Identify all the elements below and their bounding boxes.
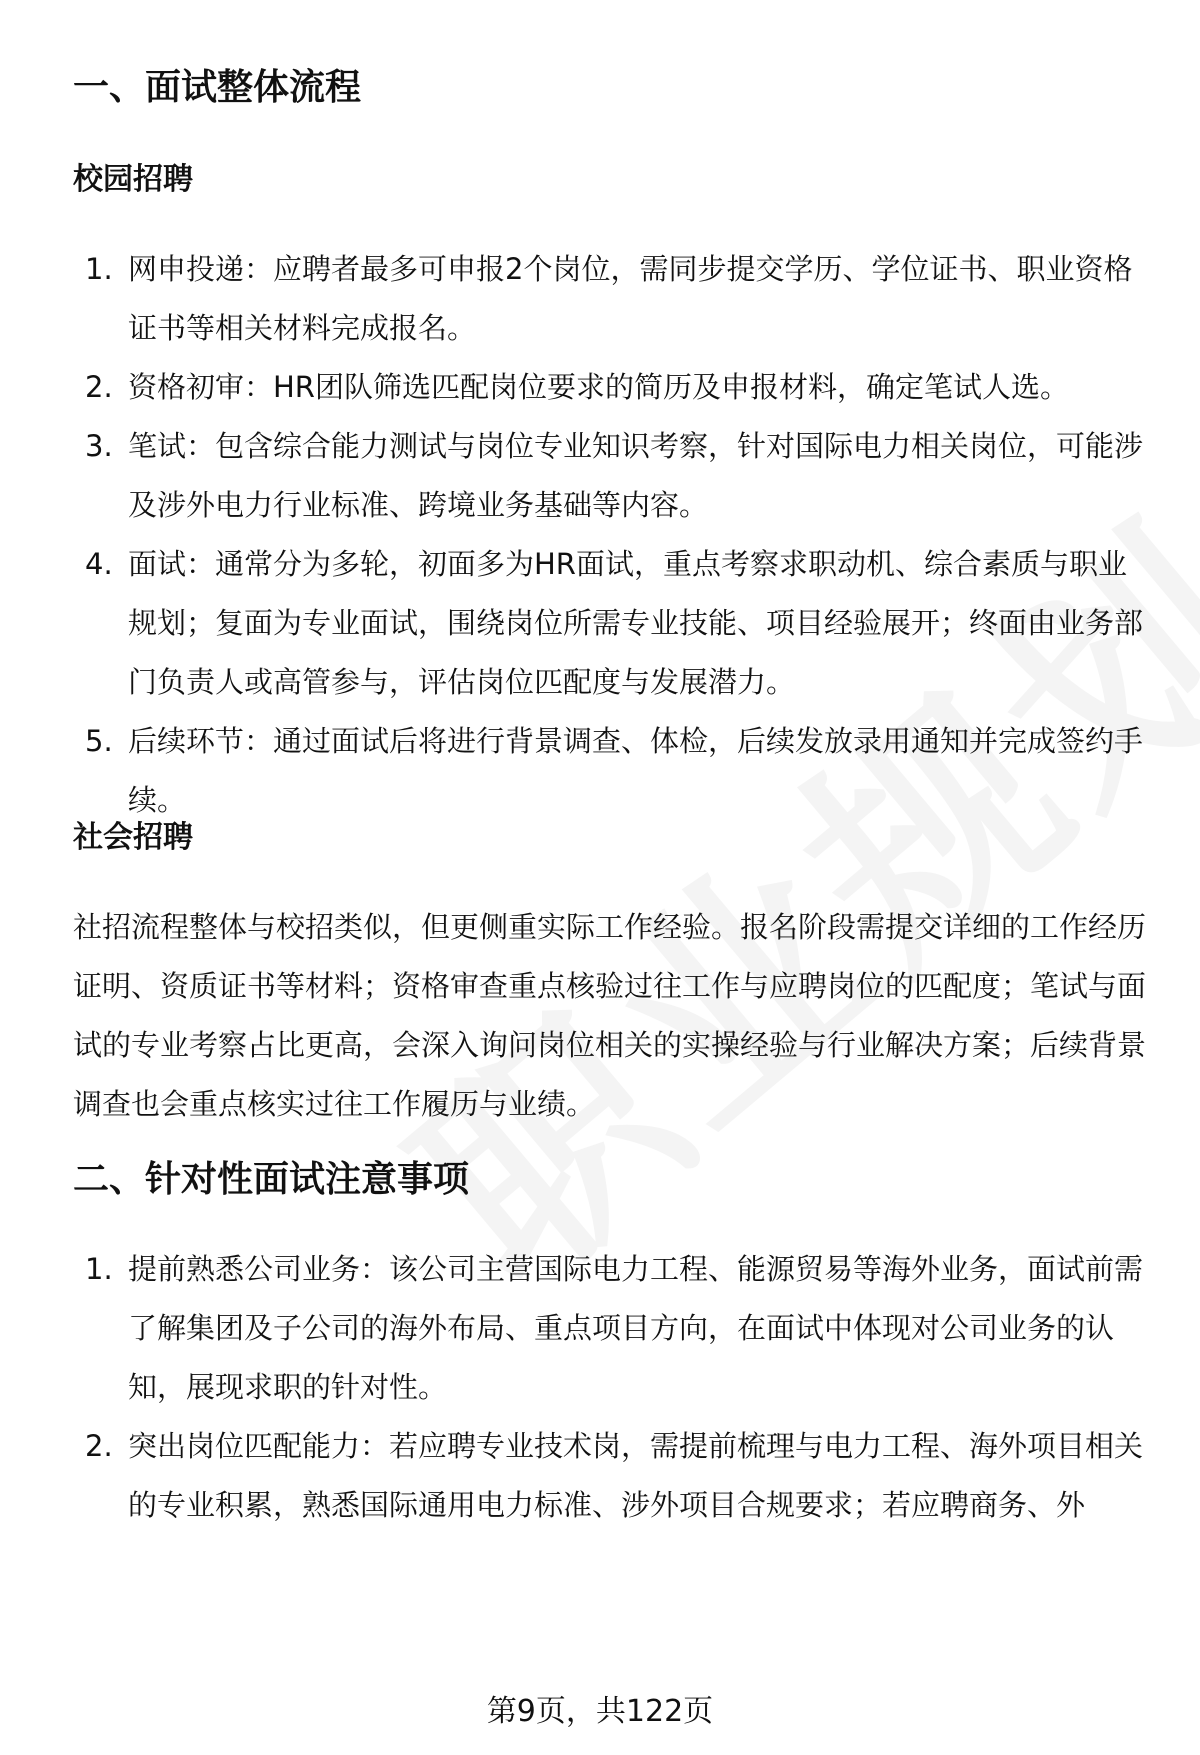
- social-heading: 社会招聘: [73, 820, 193, 855]
- item-text: 突出岗位匹配能力：若应聘专业技术岗，需提前梳理与电力工程、海外项目相关的专业积累，熟悉国际通用电力标准、涉外项目合规要求；若应聘商务、外: [128, 1429, 1144, 1522]
- list-item: [0, 240, 1200, 358]
- item-number: 1.: [85, 1252, 113, 1286]
- item-text: 后续环节：通过面试后将进行背景调查、体检，后续发放录用通知并完成签约手续。: [128, 724, 1144, 817]
- item-text: 资格初审：HR团队筛选匹配岗位要求的简历及申报材料，确定笔试人选。: [128, 370, 1069, 404]
- interview-tips-list: [0, 1240, 1200, 1535]
- item-number: 3.: [85, 429, 113, 463]
- item-number: 2.: [85, 1429, 113, 1463]
- list-item: [0, 535, 1200, 712]
- section-2-title: 二、针对性面试注意事项: [73, 1159, 470, 1200]
- item-text: 笔试：包含综合能力测试与岗位专业知识考察，针对国际电力相关岗位，可能涉及涉外电力行业标准、跨境业务基础等内容。: [128, 429, 1144, 522]
- item-number: 4.: [85, 547, 113, 581]
- list-item: [0, 712, 1200, 830]
- list-item: [0, 1240, 1200, 1417]
- section-1-title: 一、面试整体流程: [73, 67, 362, 108]
- list-item: [0, 358, 1200, 417]
- item-number: 1.: [85, 252, 113, 286]
- item-number: 5.: [85, 724, 113, 758]
- item-number: 2.: [85, 370, 113, 404]
- campus-process-list: [0, 240, 1200, 830]
- item-text: 面试：通常分为多轮，初面多为HR面试，重点考察求职动机、综合素质与职业规划；复面为专业面试，围绕岗位所需专业技能、项目经验展开；终面由业务部门负责人或高管参与，评估岗位匹配度与发展潜力。: [128, 547, 1144, 699]
- list-item: [0, 1417, 1200, 1535]
- item-text: 网申投递：应聘者最多可申报2个岗位，需同步提交学历、学位证书、职业资格证书等相关材料完成报名。: [128, 252, 1133, 345]
- page-number: 第9页，共122页: [486, 1694, 714, 1729]
- social-paragraph: 社招流程整体与校招类似，但更侧重实际工作经验。报名阶段需提交详细的工作经历证明、资质证书等材料；资格审查重点核验过往工作与应聘岗位的匹配度；笔试与面试的专业考察占比更高，会深入询问岗位相关的实操经验与行业解决方案；后续背景调查也会重点核实过往工作履历与业绩。: [73, 910, 1147, 1121]
- item-text: 提前熟悉公司业务：该公司主营国际电力工程、能源贸易等海外业务，面试前需了解集团及子公司的海外布局、重点项目方向，在面试中体现对公司业务的认知，展现求职的针对性。: [128, 1252, 1144, 1404]
- list-item: [0, 417, 1200, 535]
- campus-heading: 校园招聘: [73, 162, 193, 197]
